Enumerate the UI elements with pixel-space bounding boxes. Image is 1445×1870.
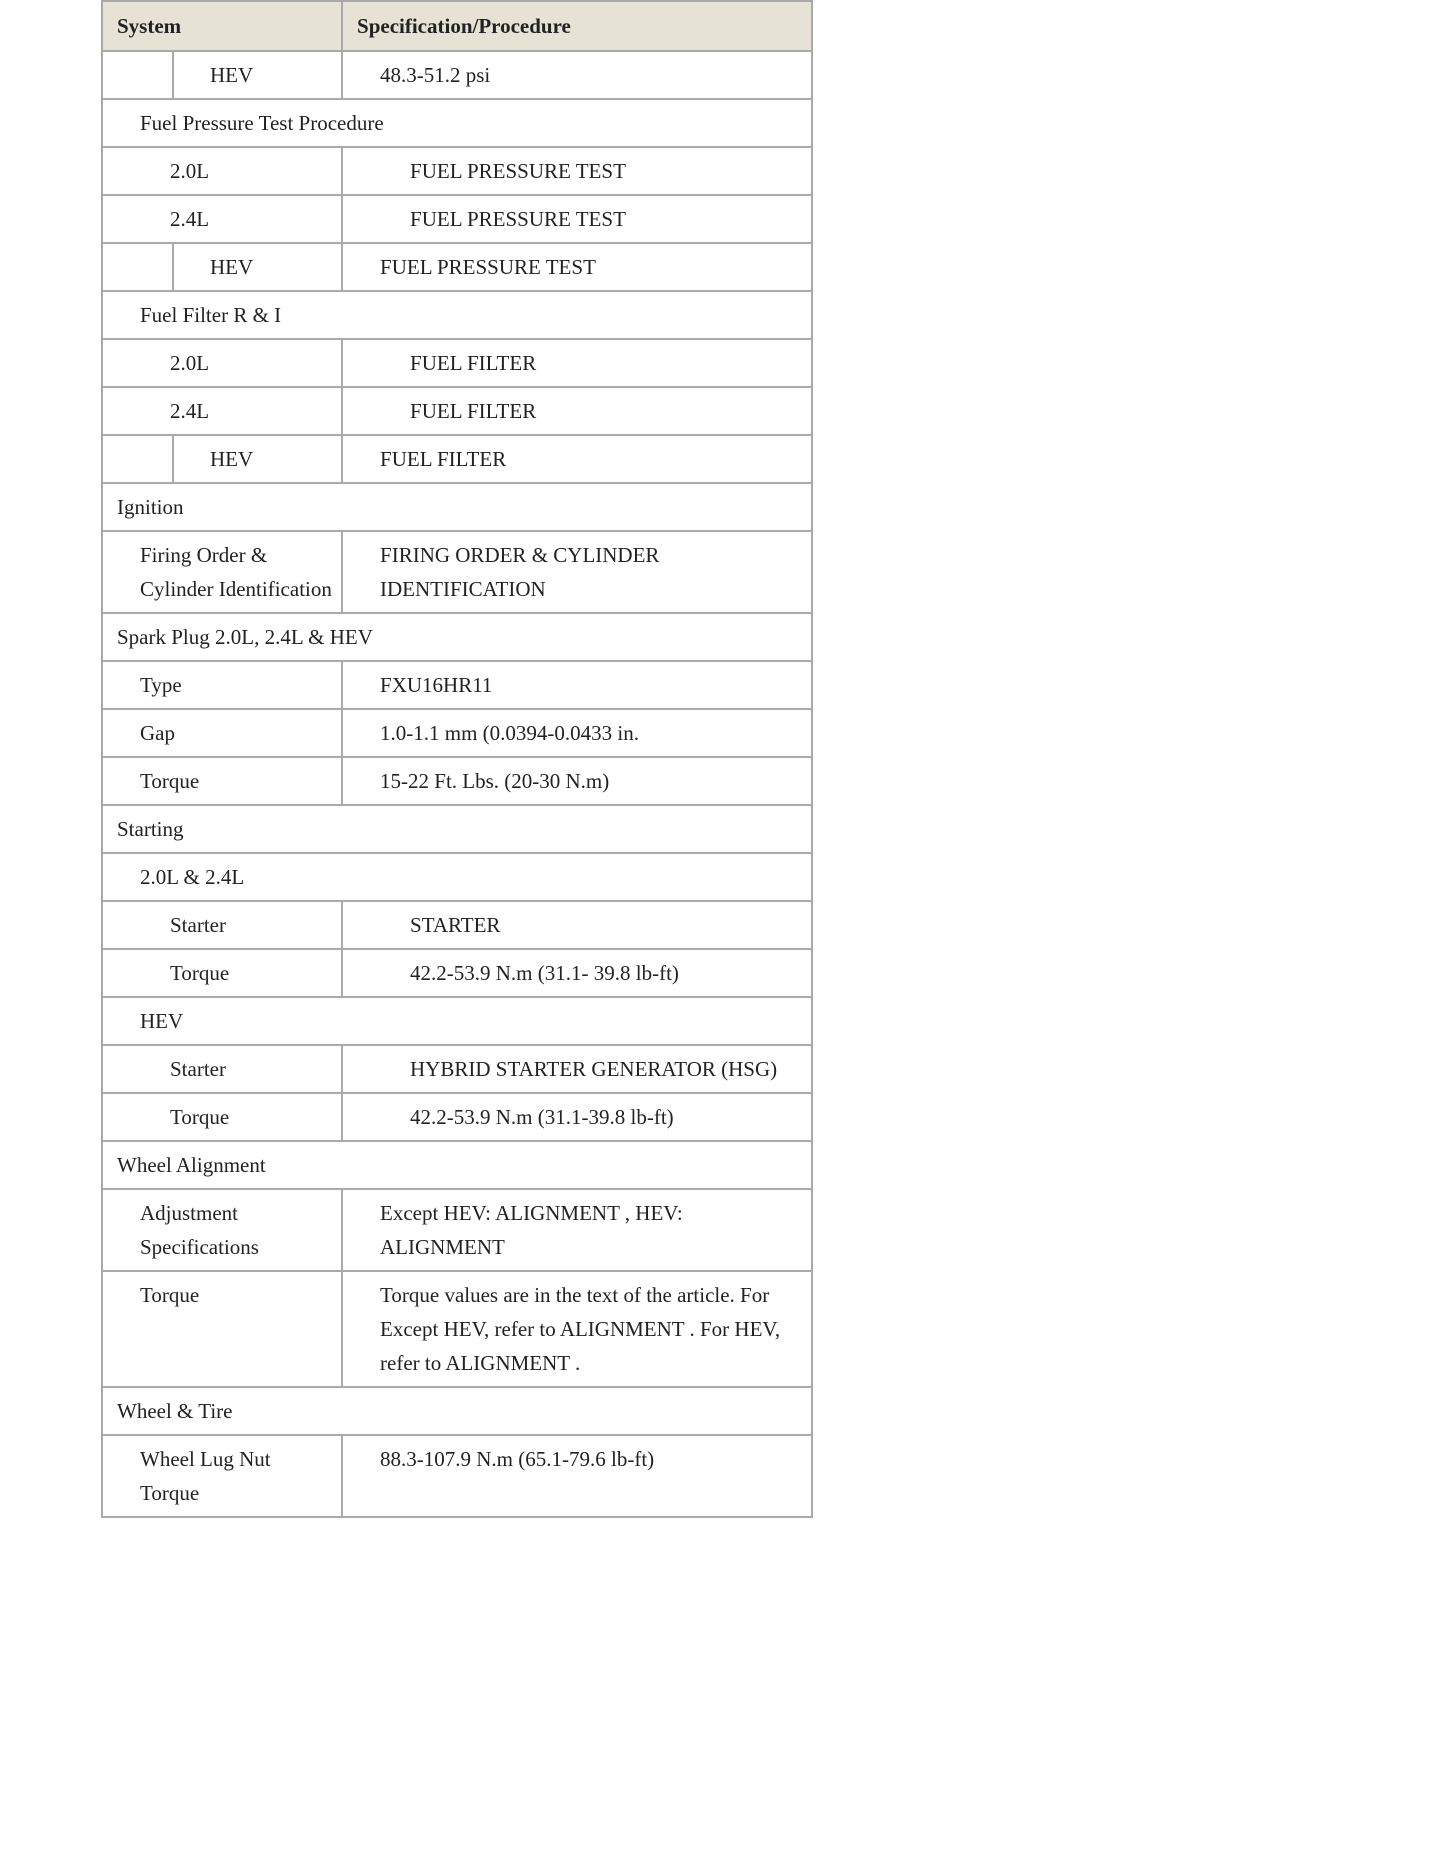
section-heading: Starting [102,805,812,853]
system-cell: 2.0L [102,339,342,387]
system-cell: HEV [173,243,342,291]
system-cell: Gap [102,709,342,757]
table-row [102,51,812,99]
table-row [102,435,812,483]
spec-cell: FXU16HR11 [342,661,812,709]
table-row [102,387,812,435]
table-row [102,531,812,613]
spec-cell: 42.2-53.9 N.m (31.1-39.8 lb-ft) [342,1093,812,1141]
spec-cell: FUEL FILTER [342,435,812,483]
section-row [102,853,812,901]
spec-cell: FUEL PRESSURE TEST [342,195,812,243]
section-row [102,483,812,531]
section-heading: Fuel Filter R & I [102,291,812,339]
spec-cell: Torque values are in the text of the article. For Except HEV, refer to ALIGNMENT . For HEV, refer to ALIGNMENT . [342,1271,812,1387]
table-row [102,1093,812,1141]
system-cell: 2.0L [102,147,342,195]
spec-cell: FUEL FILTER [342,339,812,387]
indent-cell [102,435,173,483]
spec-cell: 42.2-53.9 N.m (31.1- 39.8 lb-ft) [342,949,812,997]
table-row [102,709,812,757]
section-row [102,805,812,853]
specification-table [101,0,813,1518]
system-cell: Type [102,661,342,709]
section-heading: Spark Plug 2.0L, 2.4L & HEV [102,613,812,661]
table-row [102,1045,812,1093]
spec-cell: FIRING ORDER & CYLINDER IDENTIFICATION [342,531,812,613]
section-row [102,997,812,1045]
section-row [102,1387,812,1435]
spec-cell: STARTER [342,901,812,949]
table-header-row [102,1,812,51]
system-cell: HEV [173,435,342,483]
table-row [102,901,812,949]
section-heading: 2.0L & 2.4L [102,853,812,901]
spec-cell: FUEL PRESSURE TEST [342,147,812,195]
section-row [102,99,812,147]
spec-cell: 48.3-51.2 psi [342,51,812,99]
system-cell: 2.4L [102,195,342,243]
table-row [102,949,812,997]
column-header-system: System [102,1,342,51]
table-row [102,339,812,387]
table-row [102,757,812,805]
system-cell: Torque [102,1271,342,1387]
section-row [102,613,812,661]
system-cell: HEV [173,51,342,99]
spec-cell: FUEL PRESSURE TEST [342,243,812,291]
spec-cell: Except HEV: ALIGNMENT , HEV: ALIGNMENT [342,1189,812,1271]
column-header-spec: Specification/Procedure [342,1,812,51]
indent-cell [102,243,173,291]
system-cell: 2.4L [102,387,342,435]
spec-cell: 88.3-107.9 N.m (65.1-79.6 lb-ft) [342,1435,812,1517]
table-row [102,147,812,195]
system-cell: Wheel Lug Nut Torque [102,1435,342,1517]
section-heading: Wheel Alignment [102,1141,812,1189]
indent-cell [102,51,173,99]
section-row [102,1141,812,1189]
table-row [102,1271,812,1387]
spec-cell: 1.0-1.1 mm (0.0394-0.0433 in. [342,709,812,757]
section-heading: Fuel Pressure Test Procedure [102,99,812,147]
spec-cell: 15-22 Ft. Lbs. (20-30 N.m) [342,757,812,805]
system-cell: Torque [102,1093,342,1141]
table-row [102,1189,812,1271]
table-row [102,1435,812,1517]
system-cell: Torque [102,949,342,997]
system-cell: Firing Order & Cylinder Identification [102,531,342,613]
spec-cell: FUEL FILTER [342,387,812,435]
spec-cell: HYBRID STARTER GENERATOR (HSG) [342,1045,812,1093]
table-row [102,243,812,291]
section-heading: Wheel & Tire [102,1387,812,1435]
section-heading: HEV [102,997,812,1045]
section-heading: Ignition [102,483,812,531]
system-cell: Adjustment Specifications [102,1189,342,1271]
system-cell: Starter [102,1045,342,1093]
table-row [102,661,812,709]
system-cell: Torque [102,757,342,805]
section-row [102,291,812,339]
system-cell: Starter [102,901,342,949]
table-row [102,195,812,243]
